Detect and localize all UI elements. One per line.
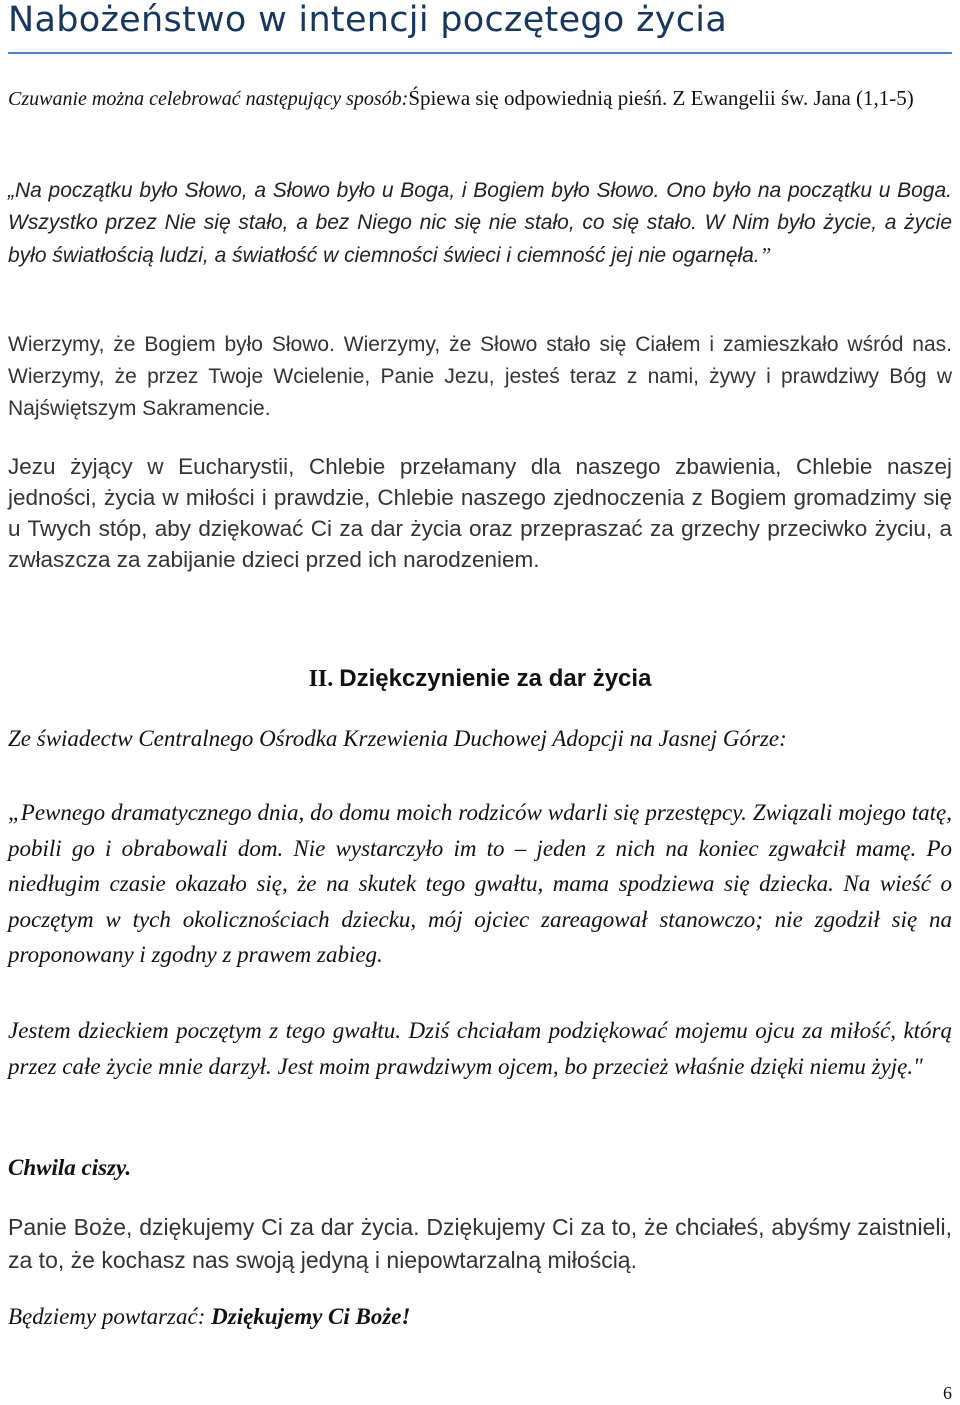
wierzymy-paragraph: Wierzymy, że Bogiem było Słowo. Wierzymy, że Słowo stało się Ciałem i zamieszkało wśród nas. Wierzymy, że przez Twoje Wcielenie, Panie Jezu, jesteś teraz z nami, żywy i prawdziwy Bóg w Najświętszym Sakramencie. — [8, 333, 952, 420]
repeat-response: Dziękujemy Ci Boże! — [211, 1304, 411, 1329]
prayer-paragraph: Panie Boże, dziękujemy Ci za dar życia. Dziękujemy Ci za to, że chciałeś, abyśmy zaistnieli, za to, że kochasz nas swoją jedyną i niepowtarzalną miłością. — [8, 1214, 952, 1273]
testimony-paragraph: „Pewnego dramatycznego dnia, do domu moich rodziców wdarli się przestępcy. Związali mojego tatę, pobili go i obrabowali dom. Nie wystarczyło im to – jeden z nich na koniec zgwałcił mamę. Po niedługim czasie okazało się, że na skutek tego gwałtu, mama spodziewa się dziecka. Na wieść o poczętym w tych okolicznościach dziecku, mój ojciec zareagował stanowczo; nie zgodził się na proponowany i zgodny z prawem zabieg. — [8, 800, 952, 967]
repeat-lead: Będziemy powtarzać: — [8, 1304, 212, 1329]
section-heading — [8, 662, 952, 696]
intro-upright: Śpiewa się odpowiednią pieśń. Z Ewangelii św. Jana (1,1-5) — [408, 86, 914, 110]
jezu-paragraph: Jezu żyjący w Eucharystii, Chlebie przełamany dla naszego zbawienia, Chlebie naszej jedności, życia w miłości i prawdzie, Chlebie naszego zjednoczenia z Bogiem gromadzimy się u Twych stóp, aby dziękować Ci za dar życia oraz przepraszać za grzechy przeciwko życiu, a zwłaszcza za zabijanie dzieci przed ich narodzeniem. — [8, 454, 952, 572]
page-number: 6 — [943, 1383, 952, 1403]
testimony-paragraph-2: Jestem dzieckiem poczętym z tego gwałtu. Dziś chciałam podziękować mojemu ojcu za miłość, którą przez całe życie mnie darzył. Jest moim prawdziwym ojcem, bo przecież właśnie dzięki niemu żyję." — [8, 1018, 952, 1079]
title-rule — [8, 52, 952, 54]
page-title: Nabożeństwo w intencji poczętego życia — [8, 0, 728, 40]
silence-line: Chwila ciszy. — [8, 1155, 132, 1180]
repeat-line — [8, 1300, 952, 1334]
gospel-paragraph — [8, 175, 952, 272]
source-line: Ze świadectw Centralnego Ośrodka Krzewienia Duchowej Adopcji na Jasnej Górze: — [8, 726, 787, 751]
section-numeral: II. — [308, 666, 334, 692]
section-title: Dziękczynienie za dar życia — [339, 665, 652, 692]
gospel-quote-end: ” — [759, 243, 772, 267]
intro-lead: Czuwanie można celebrować następujący sposób: — [8, 88, 409, 110]
gospel-text: „Na początku było Słowo, a Słowo było u Boga, i Bogiem było Słowo. Ono było na początku u Boga. Wszystko przez Nie się stało, a bez Niego nic się nie stało, co się stało. W Nim było życie, a życie było światłością ludzi, a światłość w ciemności świeci i ciemność jej nie ogarnęła. — [8, 179, 952, 267]
intro-paragraph — [8, 82, 952, 115]
